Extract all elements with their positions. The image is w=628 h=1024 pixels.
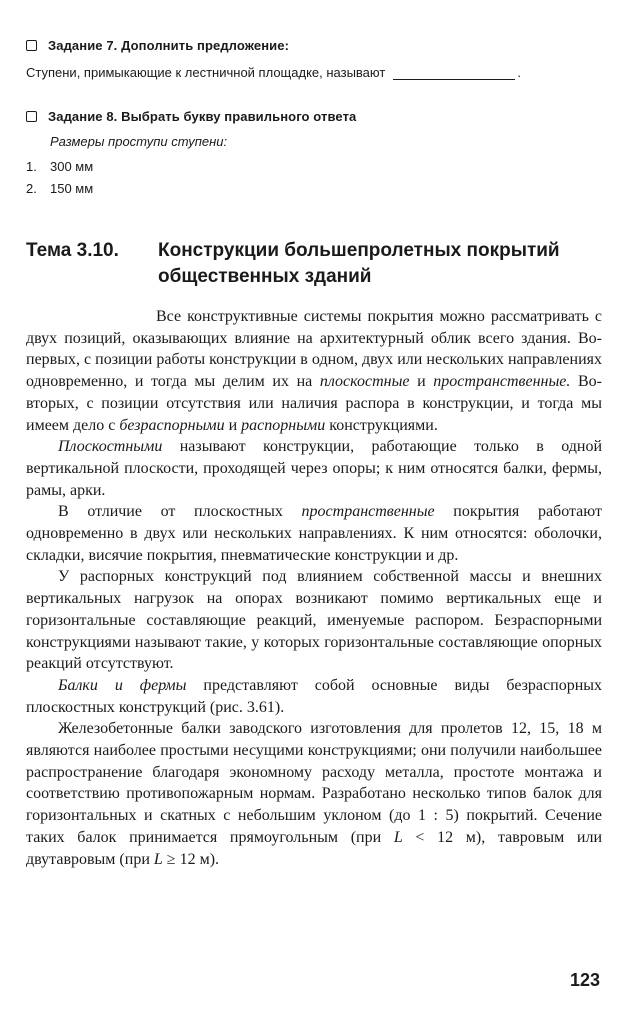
text-run: называют конструкции, работающие только в одной вертикальной плоскости, проходящей через опоры; к ним относятся балки, фермы, рамы, арки.: [26, 438, 602, 499]
paragraph: [26, 306, 602, 436]
body-text: [26, 306, 602, 870]
text-run: < 12 м), тавровым или двутавровым (при: [26, 828, 603, 868]
answer-option: [26, 155, 356, 177]
task-8: [26, 109, 356, 199]
task-7-period: .: [517, 65, 521, 80]
emphasis: безраспорными: [119, 416, 225, 434]
emphasis: L: [393, 828, 403, 846]
option-text: 300 мм: [50, 158, 94, 174]
emphasis: L: [153, 850, 163, 868]
paragraph: [26, 501, 602, 566]
option-number: 2.: [26, 180, 37, 196]
option-number: 1.: [26, 158, 37, 174]
emphasis: распорными: [241, 416, 326, 434]
topic-number: Тема 3.10.: [26, 240, 119, 261]
task-8-question: Размеры проступи ступени:: [50, 134, 228, 149]
task-7-title: Задание 7. Дополнить предложение:: [48, 38, 290, 53]
task-8-heading: [26, 109, 356, 124]
task-8-title: Задание 8. Выбрать букву правильного ответа: [48, 109, 357, 124]
checkbox-icon: [26, 40, 37, 51]
text-run: конструкциями.: [325, 416, 438, 434]
text-run: и: [224, 416, 242, 434]
topic-title: Конструкции большепролетных покрытий общественных зданий: [158, 240, 560, 287]
text-run: В отличие от плоскостных: [58, 503, 302, 521]
option-text: 150 мм: [50, 180, 94, 196]
page-number: 123: [569, 970, 600, 990]
text-run: покрытия работают одновременно в двух или нескольких направлениях. К ним относятся: оболочки, складки, висячие покрытия, пневматические конструкции и др.: [26, 503, 603, 564]
text-run: и: [409, 373, 434, 391]
paragraph: [26, 675, 602, 718]
answer-options: [26, 155, 356, 199]
text-run: Все конструктивные системы покрытия можно рассматривать с двух позиций, оказывающих влияние на архитектурный облик всего здания. Во-первых, с позиции работы конструкции в одном, двух или нескольких направлениях одновременно, и тогда мы делим их на: [26, 308, 602, 391]
task-7-heading: [26, 38, 521, 53]
answer-blank: [393, 67, 515, 80]
emphasis: Балки и фермы: [58, 676, 187, 694]
task-7: [26, 38, 521, 80]
text-run: представляют собой основные виды безраспорных плоскостных конструкций (рис. 3.61).: [26, 676, 603, 716]
paragraph: [26, 436, 602, 501]
paragraph: [26, 718, 602, 870]
emphasis: плоскостные: [319, 373, 410, 391]
text-run: Железобетонные балки заводского изготовления для пролетов 12, 15, 18 м являются наиболее простыми несущими конструкциями; они получили наибольшее распространение благодаря экономному расходу металла, простоте монтажа и соответствию противопожарным нормам. Разработано несколько типов балок для горизонтальных и скатных с небольшим уклоном (до 1 : 5) покрытий. Сечение таких балок принимается прямоугольным (при: [26, 720, 602, 846]
topic-heading: [26, 238, 608, 290]
text-run: Во-вторых, с позиции отсутствия или наличия распора в конструкции, и тогда мы имеем дело с: [26, 373, 602, 434]
emphasis: пространственные.: [433, 373, 571, 391]
text-run: У распорных конструкций под влиянием собственной массы и внешних вертикальных нагрузок на опорах возникают помимо вертикальных еще и горизонтальные составляющие реакций, именуемые распором. Безраспорными конструкциями называют такие, у которых горизонтальные составляющие опорных реакций отсутствуют.: [26, 568, 602, 673]
task-7-text: Ступени, примыкающие к лестничной площадке, называют: [26, 65, 386, 80]
answer-option: [26, 177, 356, 199]
emphasis: Плоскостными: [58, 438, 163, 456]
checkbox-icon: [26, 111, 37, 122]
text-run: ≥ 12 м).: [162, 850, 220, 868]
task-7-sentence: [26, 65, 521, 80]
emphasis: пространственные: [301, 503, 435, 521]
paragraph: [26, 566, 602, 675]
